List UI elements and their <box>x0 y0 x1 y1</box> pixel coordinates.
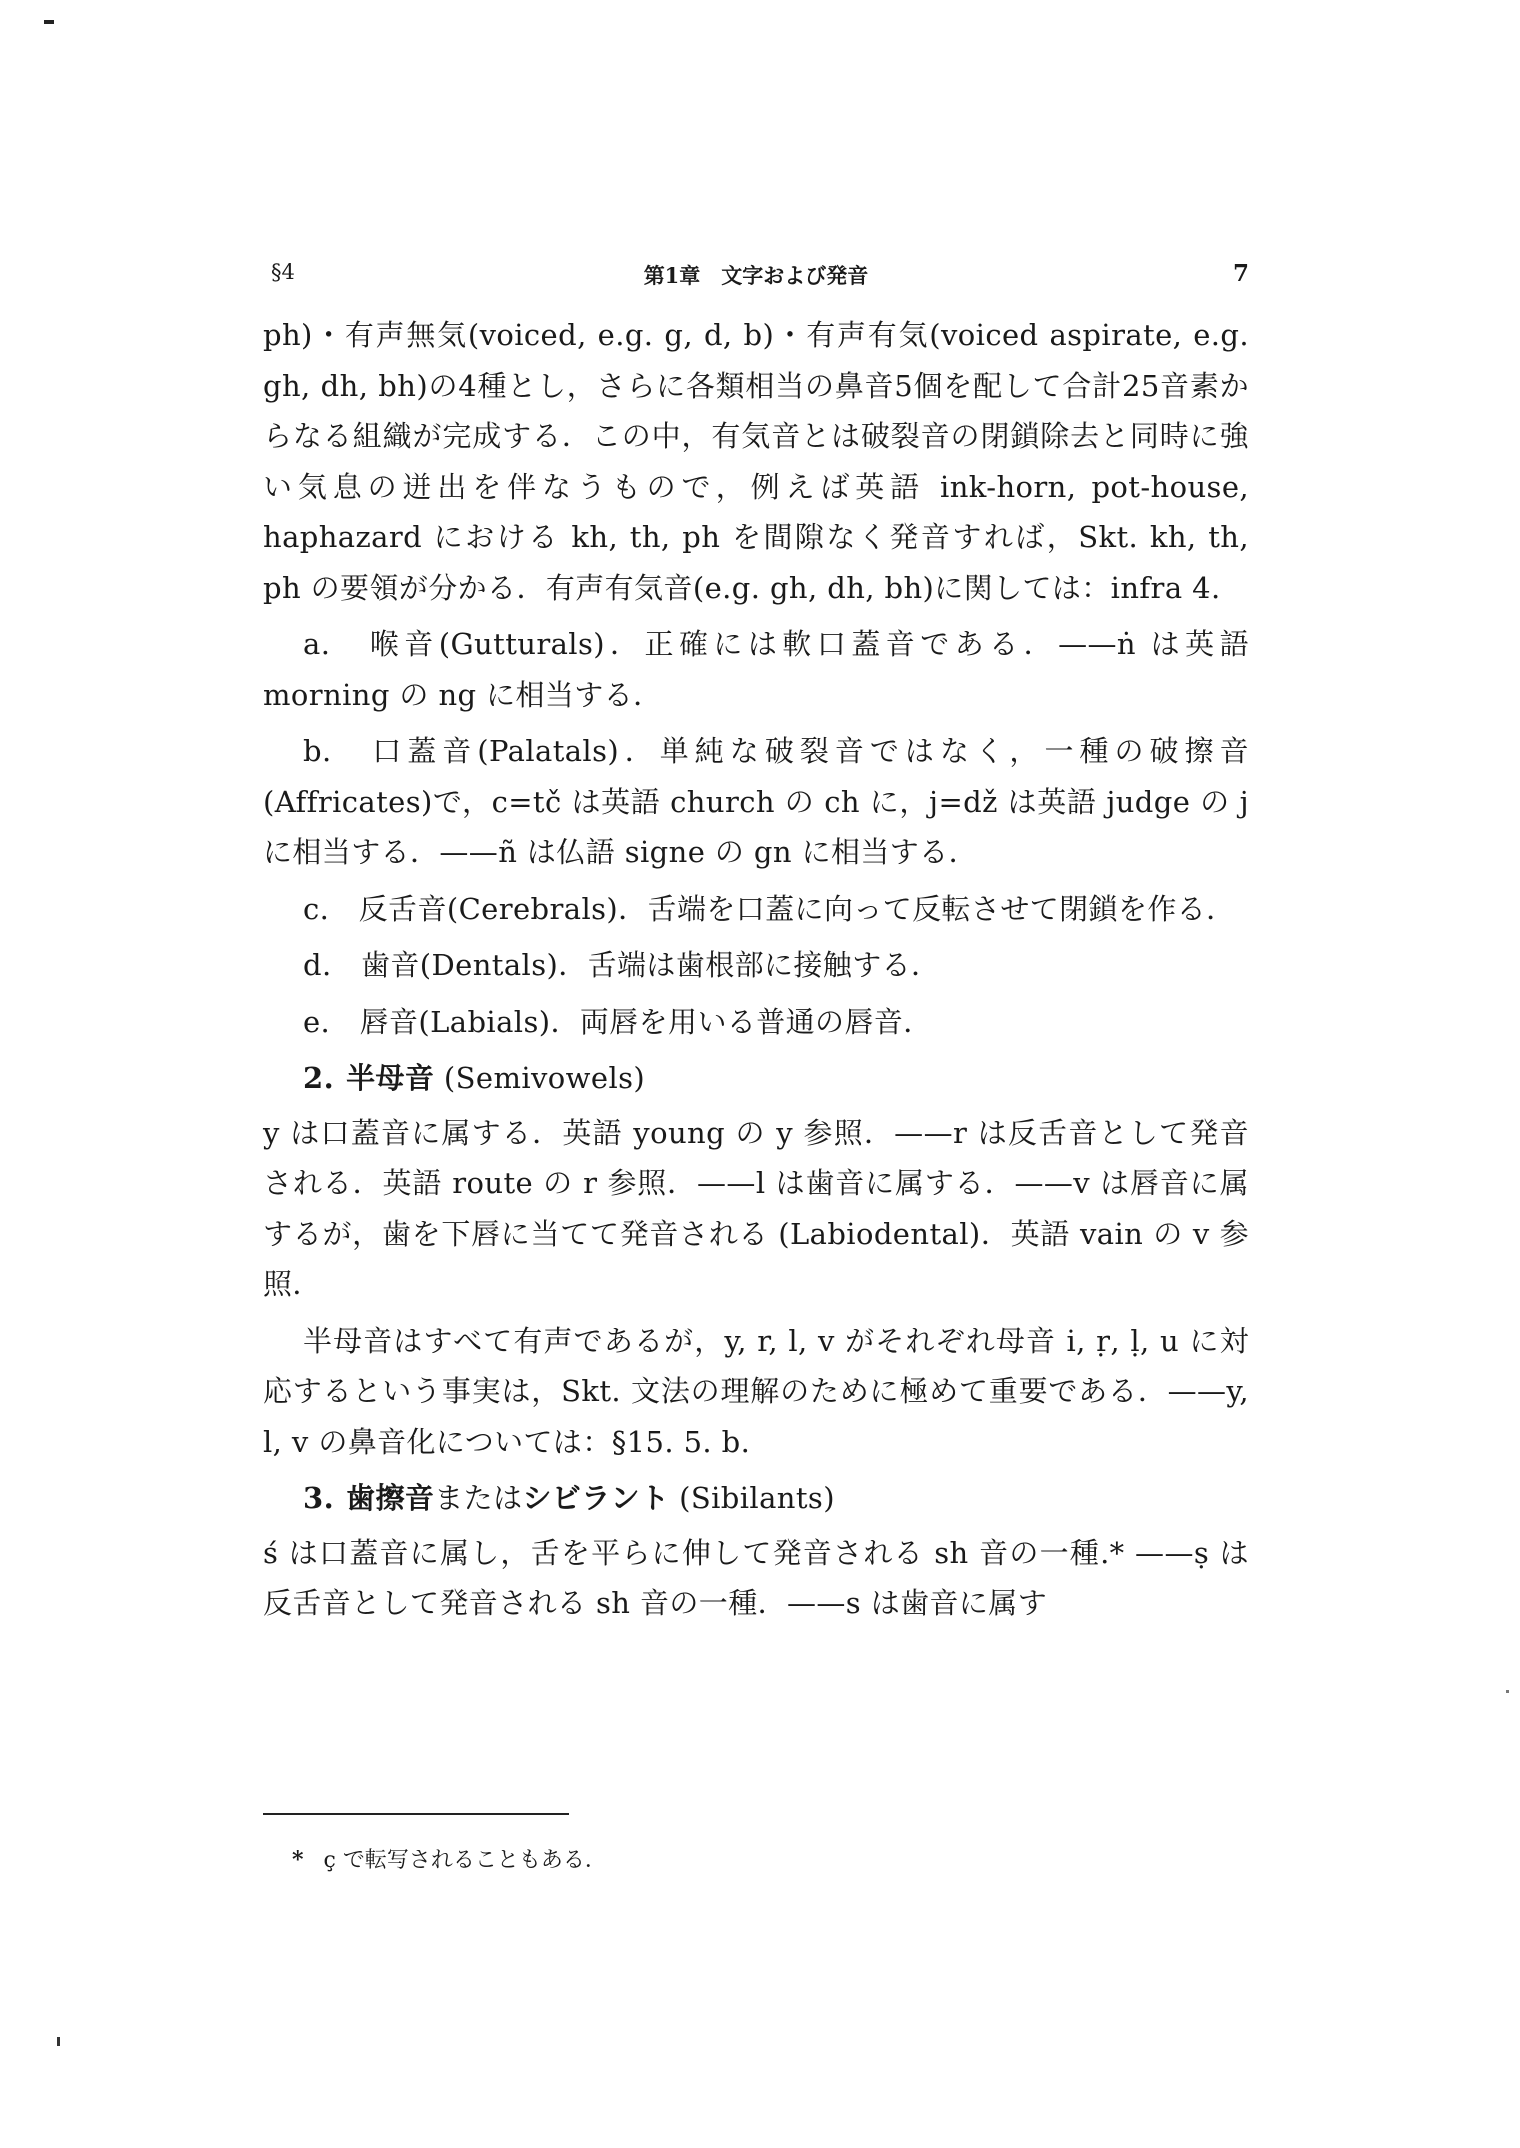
scan-corner-mark <box>44 20 54 24</box>
page-number: 7 <box>1232 260 1249 287</box>
heading-number: 2. <box>303 1061 335 1095</box>
paragraph-gutturals: a. 喉音(Gutturals)．正確には軟口蓋音である．——ṅ は英語 morning の ng に相当する． <box>263 627 1249 712</box>
heading-japanese: 歯擦音 <box>346 1481 435 1515</box>
heading-sibilants <box>263 1473 1249 1524</box>
paragraph-dentals: d. 歯音(Dentals)．舌端は歯根部に接触する． <box>303 948 941 982</box>
heading-english: (Semivowels) <box>434 1061 646 1095</box>
running-head <box>263 260 1249 292</box>
chapter-title: 第1章 文字および発音 <box>643 263 869 288</box>
paragraph-palatals: b. 口蓋音(Palatals)．単純な破裂音ではなく，一種の破擦音(Affricates)で，c=tč は英語 church の ch に，j=dž は英語 judge の j に相当する．——ñ は仏語 signe の gn に相当する． <box>263 734 1249 869</box>
paragraph-sibilants: ś は口蓋音に属し，舌を平らに伸して発音される sh 音の一種.* ——ṣ は反舌音として発音される sh 音の一種．——s は歯音に属す <box>263 1535 1249 1620</box>
footnote <box>292 1843 607 1874</box>
footnote-text: ç で転写されることもある． <box>323 1848 607 1873</box>
heading-number: 3. <box>303 1481 335 1515</box>
heading-english: (Sibilants) <box>669 1481 835 1515</box>
footnote-mark: * <box>292 1847 304 1873</box>
paragraph-cerebrals: c. 反舌音(Cerebrals)．舌端を口蓋に向って反転させて閉鎖を作る． <box>303 891 1236 926</box>
section-number: §4 <box>271 260 295 284</box>
heading-semivowels <box>263 1053 1249 1104</box>
scan-dust-mark <box>1506 1690 1509 1693</box>
heading-japanese-katakana: シビラント <box>522 1481 670 1515</box>
paragraph-consonant-classes: ph)・有声無気(voiced, e.g. g, d, b)・有声有気(voiced aspirate, e.g. gh, dh, bh)の4種とし，さらに各類相当の鼻音5個を配して合計25音素からなる組織が完成する．この中，有気音とは破裂音の閉鎖除去と同時に強い気息の迸出を伴なうもので，例えば英語 ink-horn, pot-house, haphazard における kh, th, ph を間隙なく発音すれば，Skt. kh, th, ph の要領が分かる．有声有気音(e.g. gh, dh, bh)に関しては：infra 4. <box>263 318 1249 605</box>
paragraph-semivowels-note: 半母音はすべて有声であるが，y, r, l, v がそれぞれ母音 i, ṛ, ḷ, u に対応するという事実は，Skt. 文法の理解のために極めて重要である．——y, l, v の鼻音化については：§15. 5. b. <box>263 1323 1249 1459</box>
heading-japanese: 半母音 <box>346 1061 435 1095</box>
main-text <box>263 310 1249 1635</box>
footnote-divider <box>263 1813 569 1815</box>
scan-margin-mark <box>57 2037 60 2046</box>
paragraph-semivowels-pronunciation: y は口蓋音に属する．英語 young の y 参照．——r は反舌音として発音される．英語 route の r 参照．——l は歯音に属する．——v は唇音に属するが，歯を下唇に当てて発音される (Labiodental)．英語 vain の v 参照． <box>263 1115 1249 1301</box>
heading-connector: または <box>434 1481 523 1515</box>
paragraph-labials: e. 唇音(Labials)．両唇を用いる普通の唇音． <box>303 1004 933 1039</box>
